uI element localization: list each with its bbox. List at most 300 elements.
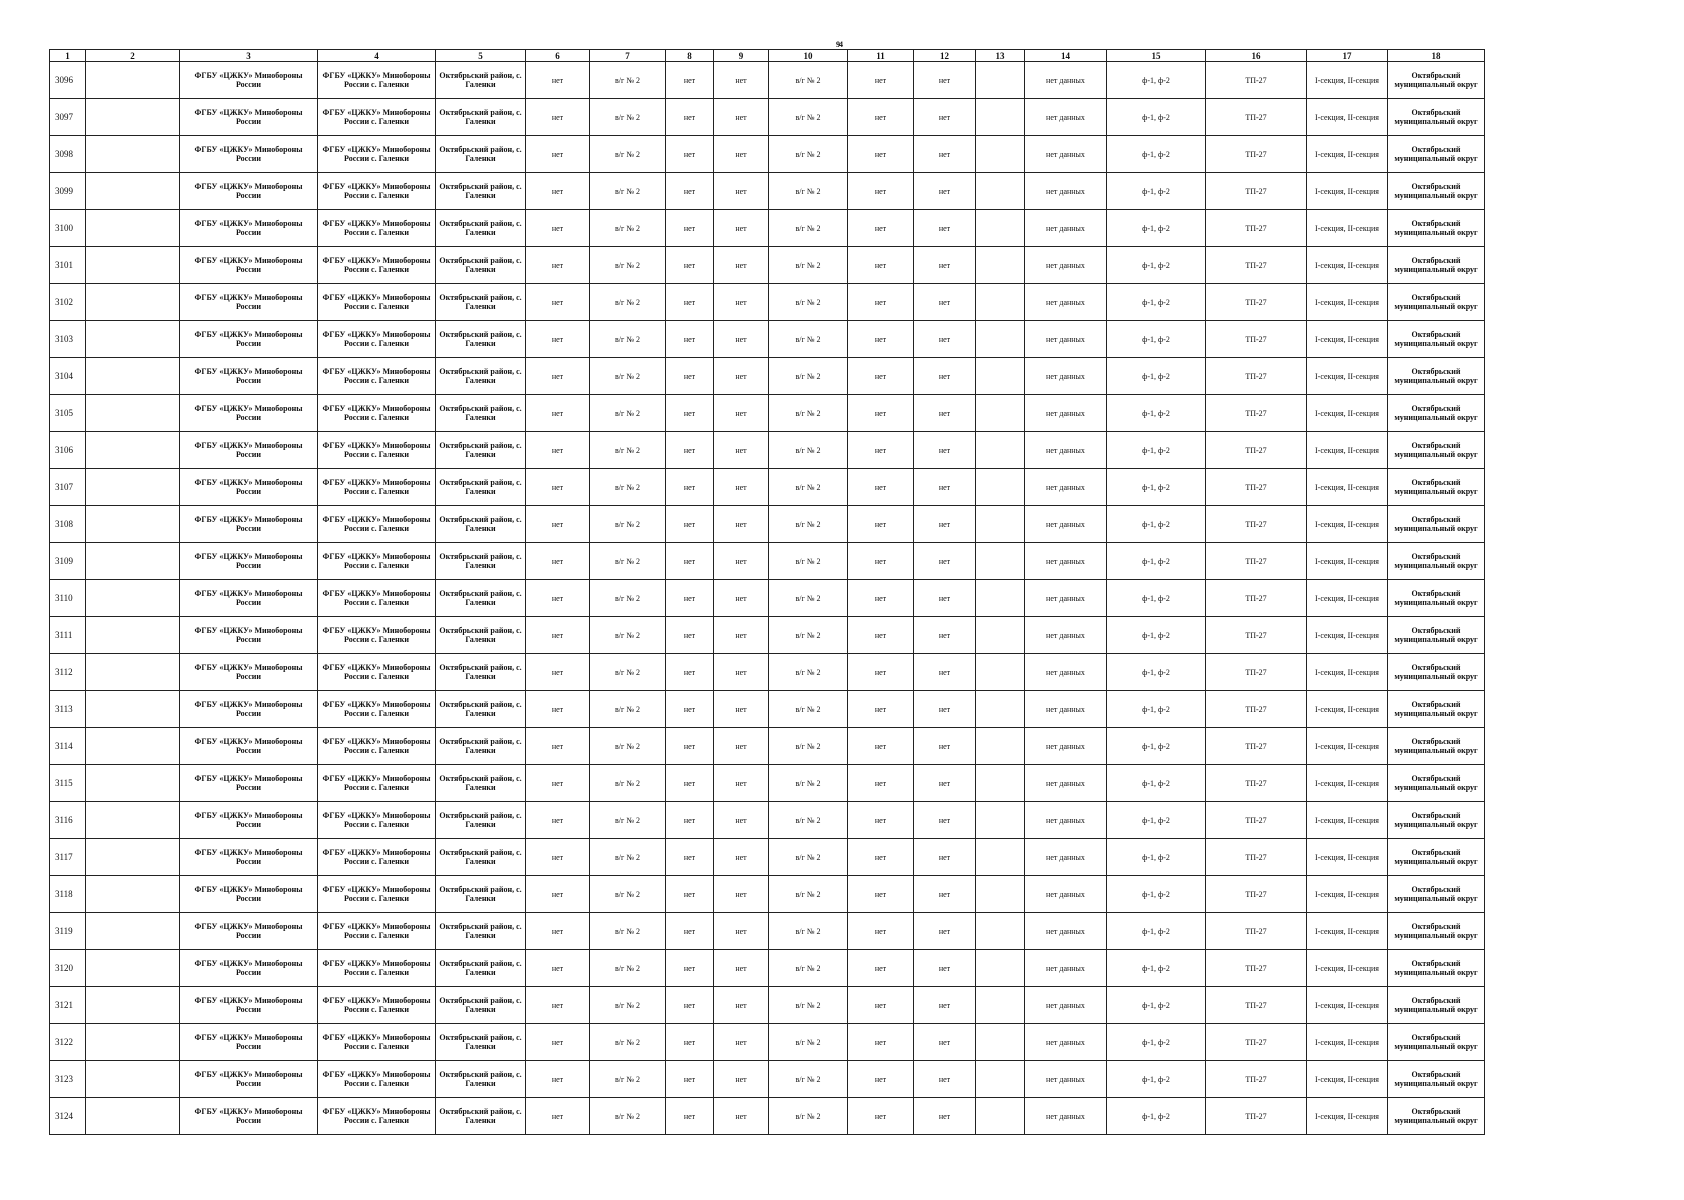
column-header-1: 1 [50,50,86,62]
military-town-cell: в/г № 2 [769,136,848,173]
value-cell: нет [848,580,914,617]
empty-cell [86,728,180,765]
empty-cell [976,469,1025,506]
military-town-cell: в/г № 2 [590,950,666,987]
empty-cell [976,876,1025,913]
military-town-cell: в/г № 2 [590,358,666,395]
empty-cell [976,580,1025,617]
value-cell: нет [526,987,590,1024]
data-status-cell: нет данных [1025,1061,1107,1098]
empty-cell [86,543,180,580]
row-number-cell: 3098 [50,136,86,173]
empty-cell [976,395,1025,432]
value-cell: нет [914,247,976,284]
empty-cell [976,321,1025,358]
value-cell: нет [848,62,914,99]
balance-holder-cell: ФГБУ «ЦЖКУ» Минобороны России с. Галенки [318,617,436,654]
row-number-cell: 3112 [50,654,86,691]
address-cell: Октябрьский район, с. Галенки [436,469,526,506]
substation-cell: ТП-27 [1206,691,1307,728]
empty-cell [976,654,1025,691]
military-town-cell: в/г № 2 [590,913,666,950]
substation-cell: ТП-27 [1206,99,1307,136]
district-cell: Октябрьский муниципальный округ [1388,358,1485,395]
section-cell: I-секция, II-секция [1307,691,1388,728]
value-cell: нет [714,839,769,876]
military-town-cell: в/г № 2 [590,210,666,247]
value-cell: нет [848,358,914,395]
value-cell: нет [526,1061,590,1098]
value-cell: нет [848,432,914,469]
address-cell: Октябрьский район, с. Галенки [436,395,526,432]
balance-holder-cell: ФГБУ «ЦЖКУ» Минобороны России с. Галенки [318,580,436,617]
value-cell: нет [666,62,714,99]
table-row [50,210,1485,247]
register-table [49,49,1485,1135]
table-row [50,876,1485,913]
military-town-cell: в/г № 2 [590,876,666,913]
owner-cell: ФГБУ «ЦЖКУ» Минобороны России [180,580,318,617]
feeder-cell: ф-1, ф-2 [1107,62,1206,99]
value-cell: нет [914,728,976,765]
empty-cell [86,1098,180,1135]
empty-cell [86,617,180,654]
value-cell: нет [526,543,590,580]
row-number-cell: 3096 [50,62,86,99]
owner-cell: ФГБУ «ЦЖКУ» Минобороны России [180,62,318,99]
value-cell: нет [526,358,590,395]
data-status-cell: нет данных [1025,691,1107,728]
empty-cell [976,284,1025,321]
owner-cell: ФГБУ «ЦЖКУ» Минобороны России [180,321,318,358]
district-cell: Октябрьский муниципальный округ [1388,580,1485,617]
row-number-cell: 3116 [50,802,86,839]
value-cell: нет [526,506,590,543]
value-cell: нет [526,136,590,173]
table-row [50,765,1485,802]
district-cell: Октябрьский муниципальный округ [1388,284,1485,321]
address-cell: Октябрьский район, с. Галенки [436,987,526,1024]
feeder-cell: ф-1, ф-2 [1107,987,1206,1024]
feeder-cell: ф-1, ф-2 [1107,469,1206,506]
balance-holder-cell: ФГБУ «ЦЖКУ» Минобороны России с. Галенки [318,432,436,469]
table-row [50,543,1485,580]
value-cell: нет [666,284,714,321]
balance-holder-cell: ФГБУ «ЦЖКУ» Минобороны России с. Галенки [318,1024,436,1061]
row-number-cell: 3111 [50,617,86,654]
table-row [50,247,1485,284]
empty-cell [86,432,180,469]
owner-cell: ФГБУ «ЦЖКУ» Минобороны России [180,765,318,802]
owner-cell: ФГБУ «ЦЖКУ» Минобороны России [180,173,318,210]
owner-cell: ФГБУ «ЦЖКУ» Минобороны России [180,358,318,395]
value-cell: нет [526,728,590,765]
owner-cell: ФГБУ «ЦЖКУ» Минобороны России [180,913,318,950]
value-cell: нет [714,210,769,247]
address-cell: Октябрьский район, с. Галенки [436,802,526,839]
empty-cell [86,654,180,691]
value-cell: нет [714,321,769,358]
substation-cell: ТП-27 [1206,876,1307,913]
value-cell: нет [714,617,769,654]
table-row [50,136,1485,173]
value-cell: нет [666,987,714,1024]
value-cell: нет [526,62,590,99]
district-cell: Октябрьский муниципальный округ [1388,395,1485,432]
owner-cell: ФГБУ «ЦЖКУ» Минобороны России [180,506,318,543]
column-header-7: 7 [590,50,666,62]
data-status-cell: нет данных [1025,432,1107,469]
section-cell: I-секция, II-секция [1307,1061,1388,1098]
district-cell: Октябрьский муниципальный округ [1388,839,1485,876]
data-status-cell: нет данных [1025,210,1107,247]
balance-holder-cell: ФГБУ «ЦЖКУ» Минобороны России с. Галенки [318,654,436,691]
table-row [50,1024,1485,1061]
owner-cell: ФГБУ «ЦЖКУ» Минобороны России [180,617,318,654]
empty-cell [86,358,180,395]
data-status-cell: нет данных [1025,469,1107,506]
feeder-cell: ф-1, ф-2 [1107,543,1206,580]
value-cell: нет [714,99,769,136]
row-number-cell: 3110 [50,580,86,617]
row-number-cell: 3101 [50,247,86,284]
balance-holder-cell: ФГБУ «ЦЖКУ» Минобороны России с. Галенки [318,469,436,506]
military-town-cell: в/г № 2 [769,728,848,765]
military-town-cell: в/г № 2 [590,987,666,1024]
row-number-cell: 3118 [50,876,86,913]
value-cell: нет [714,913,769,950]
value-cell: нет [666,432,714,469]
page-number: 94 [836,40,842,49]
data-status-cell: нет данных [1025,62,1107,99]
substation-cell: ТП-27 [1206,358,1307,395]
military-town-cell: в/г № 2 [590,728,666,765]
district-cell: Октябрьский муниципальный округ [1388,765,1485,802]
column-header-4: 4 [318,50,436,62]
address-cell: Октябрьский район, с. Галенки [436,1024,526,1061]
balance-holder-cell: ФГБУ «ЦЖКУ» Минобороны России с. Галенки [318,876,436,913]
value-cell: нет [914,99,976,136]
military-town-cell: в/г № 2 [769,802,848,839]
empty-cell [976,728,1025,765]
value-cell: нет [666,506,714,543]
empty-cell [976,432,1025,469]
value-cell: нет [714,691,769,728]
empty-cell [976,802,1025,839]
row-number-cell: 3097 [50,99,86,136]
table-row [50,691,1485,728]
empty-cell [86,173,180,210]
value-cell: нет [666,839,714,876]
military-town-cell: в/г № 2 [769,284,848,321]
owner-cell: ФГБУ «ЦЖКУ» Минобороны России [180,395,318,432]
address-cell: Октябрьский район, с. Галенки [436,950,526,987]
data-status-cell: нет данных [1025,617,1107,654]
owner-cell: ФГБУ «ЦЖКУ» Минобороны России [180,136,318,173]
substation-cell: ТП-27 [1206,395,1307,432]
feeder-cell: ф-1, ф-2 [1107,1024,1206,1061]
value-cell: нет [526,913,590,950]
district-cell: Октябрьский муниципальный округ [1388,173,1485,210]
value-cell: нет [666,99,714,136]
feeder-cell: ф-1, ф-2 [1107,284,1206,321]
balance-holder-cell: ФГБУ «ЦЖКУ» Минобороны России с. Галенки [318,691,436,728]
feeder-cell: ф-1, ф-2 [1107,691,1206,728]
value-cell: нет [526,395,590,432]
data-status-cell: нет данных [1025,358,1107,395]
value-cell: нет [666,136,714,173]
row-number-cell: 3106 [50,432,86,469]
empty-cell [86,210,180,247]
empty-cell [86,987,180,1024]
value-cell: нет [714,1061,769,1098]
substation-cell: ТП-27 [1206,62,1307,99]
military-town-cell: в/г № 2 [769,432,848,469]
empty-cell [976,210,1025,247]
owner-cell: ФГБУ «ЦЖКУ» Минобороны России [180,876,318,913]
address-cell: Октябрьский район, с. Галенки [436,728,526,765]
empty-cell [86,950,180,987]
row-number-cell: 3124 [50,1098,86,1135]
district-cell: Октябрьский муниципальный округ [1388,617,1485,654]
feeder-cell: ф-1, ф-2 [1107,950,1206,987]
substation-cell: ТП-27 [1206,247,1307,284]
balance-holder-cell: ФГБУ «ЦЖКУ» Минобороны России с. Галенки [318,1061,436,1098]
military-town-cell: в/г № 2 [590,62,666,99]
value-cell: нет [848,284,914,321]
empty-cell [86,580,180,617]
address-cell: Октябрьский район, с. Галенки [436,654,526,691]
value-cell: нет [848,99,914,136]
value-cell: нет [914,173,976,210]
balance-holder-cell: ФГБУ «ЦЖКУ» Минобороны России с. Галенки [318,950,436,987]
value-cell: нет [666,654,714,691]
column-number-header-row [50,50,1485,62]
balance-holder-cell: ФГБУ «ЦЖКУ» Минобороны России с. Галенки [318,210,436,247]
table-row [50,839,1485,876]
column-header-15: 15 [1107,50,1206,62]
feeder-cell: ф-1, ф-2 [1107,1061,1206,1098]
address-cell: Октябрьский район, с. Галенки [436,99,526,136]
empty-cell [86,691,180,728]
value-cell: нет [914,987,976,1024]
military-town-cell: в/г № 2 [590,321,666,358]
value-cell: нет [526,802,590,839]
value-cell: нет [914,358,976,395]
empty-cell [86,62,180,99]
balance-holder-cell: ФГБУ «ЦЖКУ» Минобороны России с. Галенки [318,284,436,321]
table-row [50,654,1485,691]
value-cell: нет [848,506,914,543]
value-cell: нет [666,210,714,247]
empty-cell [976,1061,1025,1098]
empty-cell [976,950,1025,987]
value-cell: нет [666,173,714,210]
column-header-3: 3 [180,50,318,62]
section-cell: I-секция, II-секция [1307,469,1388,506]
balance-holder-cell: ФГБУ «ЦЖКУ» Минобороны России с. Галенки [318,321,436,358]
value-cell: нет [848,136,914,173]
military-town-cell: в/г № 2 [590,284,666,321]
value-cell: нет [714,765,769,802]
table-row [50,432,1485,469]
substation-cell: ТП-27 [1206,284,1307,321]
section-cell: I-секция, II-секция [1307,765,1388,802]
value-cell: нет [848,173,914,210]
value-cell: нет [848,950,914,987]
value-cell: нет [914,543,976,580]
value-cell: нет [714,358,769,395]
feeder-cell: ф-1, ф-2 [1107,839,1206,876]
military-town-cell: в/г № 2 [769,876,848,913]
owner-cell: ФГБУ «ЦЖКУ» Минобороны России [180,284,318,321]
military-town-cell: в/г № 2 [769,580,848,617]
balance-holder-cell: ФГБУ «ЦЖКУ» Минобороны России с. Галенки [318,136,436,173]
data-status-cell: нет данных [1025,654,1107,691]
owner-cell: ФГБУ «ЦЖКУ» Минобороны России [180,1061,318,1098]
value-cell: нет [666,876,714,913]
value-cell: нет [666,691,714,728]
value-cell: нет [848,987,914,1024]
address-cell: Октябрьский район, с. Галенки [436,1098,526,1135]
owner-cell: ФГБУ «ЦЖКУ» Минобороны России [180,802,318,839]
district-cell: Октябрьский муниципальный округ [1388,1024,1485,1061]
value-cell: нет [666,728,714,765]
row-number-cell: 3107 [50,469,86,506]
military-town-cell: в/г № 2 [769,210,848,247]
military-town-cell: в/г № 2 [769,543,848,580]
value-cell: нет [848,728,914,765]
military-town-cell: в/г № 2 [769,99,848,136]
table-row [50,99,1485,136]
table-row [50,469,1485,506]
feeder-cell: ф-1, ф-2 [1107,580,1206,617]
table-row [50,802,1485,839]
table-row [50,358,1485,395]
military-town-cell: в/г № 2 [590,654,666,691]
military-town-cell: в/г № 2 [590,839,666,876]
value-cell: нет [848,802,914,839]
value-cell: нет [526,284,590,321]
empty-cell [86,839,180,876]
empty-cell [86,469,180,506]
row-number-cell: 3122 [50,1024,86,1061]
military-town-cell: в/г № 2 [590,765,666,802]
military-town-cell: в/г № 2 [769,987,848,1024]
data-status-cell: нет данных [1025,765,1107,802]
table-row [50,506,1485,543]
value-cell: нет [526,691,590,728]
district-cell: Октябрьский муниципальный округ [1388,802,1485,839]
value-cell: нет [526,469,590,506]
section-cell: I-секция, II-секция [1307,543,1388,580]
feeder-cell: ф-1, ф-2 [1107,617,1206,654]
owner-cell: ФГБУ «ЦЖКУ» Минобороны России [180,432,318,469]
value-cell: нет [666,765,714,802]
address-cell: Октябрьский район, с. Галенки [436,876,526,913]
feeder-cell: ф-1, ф-2 [1107,173,1206,210]
address-cell: Октябрьский район, с. Галенки [436,173,526,210]
section-cell: I-секция, II-секция [1307,173,1388,210]
value-cell: нет [848,654,914,691]
data-status-cell: нет данных [1025,136,1107,173]
district-cell: Октябрьский муниципальный округ [1388,247,1485,284]
substation-cell: ТП-27 [1206,173,1307,210]
substation-cell: ТП-27 [1206,1061,1307,1098]
substation-cell: ТП-27 [1206,802,1307,839]
column-header-6: 6 [526,50,590,62]
feeder-cell: ф-1, ф-2 [1107,654,1206,691]
owner-cell: ФГБУ «ЦЖКУ» Минобороны России [180,210,318,247]
balance-holder-cell: ФГБУ «ЦЖКУ» Минобороны России с. Галенки [318,839,436,876]
owner-cell: ФГБУ «ЦЖКУ» Минобороны России [180,1024,318,1061]
value-cell: нет [714,469,769,506]
table-row [50,1061,1485,1098]
balance-holder-cell: ФГБУ «ЦЖКУ» Минобороны России с. Галенки [318,987,436,1024]
address-cell: Октябрьский район, с. Галенки [436,765,526,802]
value-cell: нет [666,358,714,395]
military-town-cell: в/г № 2 [769,765,848,802]
section-cell: I-секция, II-секция [1307,210,1388,247]
military-town-cell: в/г № 2 [590,580,666,617]
data-status-cell: нет данных [1025,247,1107,284]
military-town-cell: в/г № 2 [590,506,666,543]
value-cell: нет [714,728,769,765]
owner-cell: ФГБУ «ЦЖКУ» Минобороны России [180,728,318,765]
military-town-cell: в/г № 2 [590,99,666,136]
military-town-cell: в/г № 2 [769,321,848,358]
empty-cell [976,691,1025,728]
section-cell: I-секция, II-секция [1307,617,1388,654]
table-row [50,728,1485,765]
owner-cell: ФГБУ «ЦЖКУ» Минобороны России [180,950,318,987]
value-cell: нет [666,1098,714,1135]
data-status-cell: нет данных [1025,913,1107,950]
value-cell: нет [914,1098,976,1135]
feeder-cell: ф-1, ф-2 [1107,913,1206,950]
substation-cell: ТП-27 [1206,950,1307,987]
value-cell: нет [914,395,976,432]
military-town-cell: в/г № 2 [590,173,666,210]
value-cell: нет [526,839,590,876]
table-row [50,62,1485,99]
empty-cell [976,839,1025,876]
military-town-cell: в/г № 2 [590,432,666,469]
data-status-cell: нет данных [1025,284,1107,321]
value-cell: нет [666,321,714,358]
substation-cell: ТП-27 [1206,987,1307,1024]
value-cell: нет [914,913,976,950]
section-cell: I-секция, II-секция [1307,1024,1388,1061]
table-row [50,173,1485,210]
value-cell: нет [666,950,714,987]
row-number-cell: 3099 [50,173,86,210]
row-number-cell: 3104 [50,358,86,395]
value-cell: нет [848,321,914,358]
value-cell: нет [914,469,976,506]
military-town-cell: в/г № 2 [590,617,666,654]
military-town-cell: в/г № 2 [590,802,666,839]
district-cell: Октябрьский муниципальный округ [1388,876,1485,913]
balance-holder-cell: ФГБУ «ЦЖКУ» Минобороны России с. Галенки [318,247,436,284]
empty-cell [86,876,180,913]
value-cell: нет [666,1024,714,1061]
data-status-cell: нет данных [1025,728,1107,765]
value-cell: нет [848,210,914,247]
value-cell: нет [848,839,914,876]
value-cell: нет [914,284,976,321]
address-cell: Октябрьский район, с. Галенки [436,136,526,173]
